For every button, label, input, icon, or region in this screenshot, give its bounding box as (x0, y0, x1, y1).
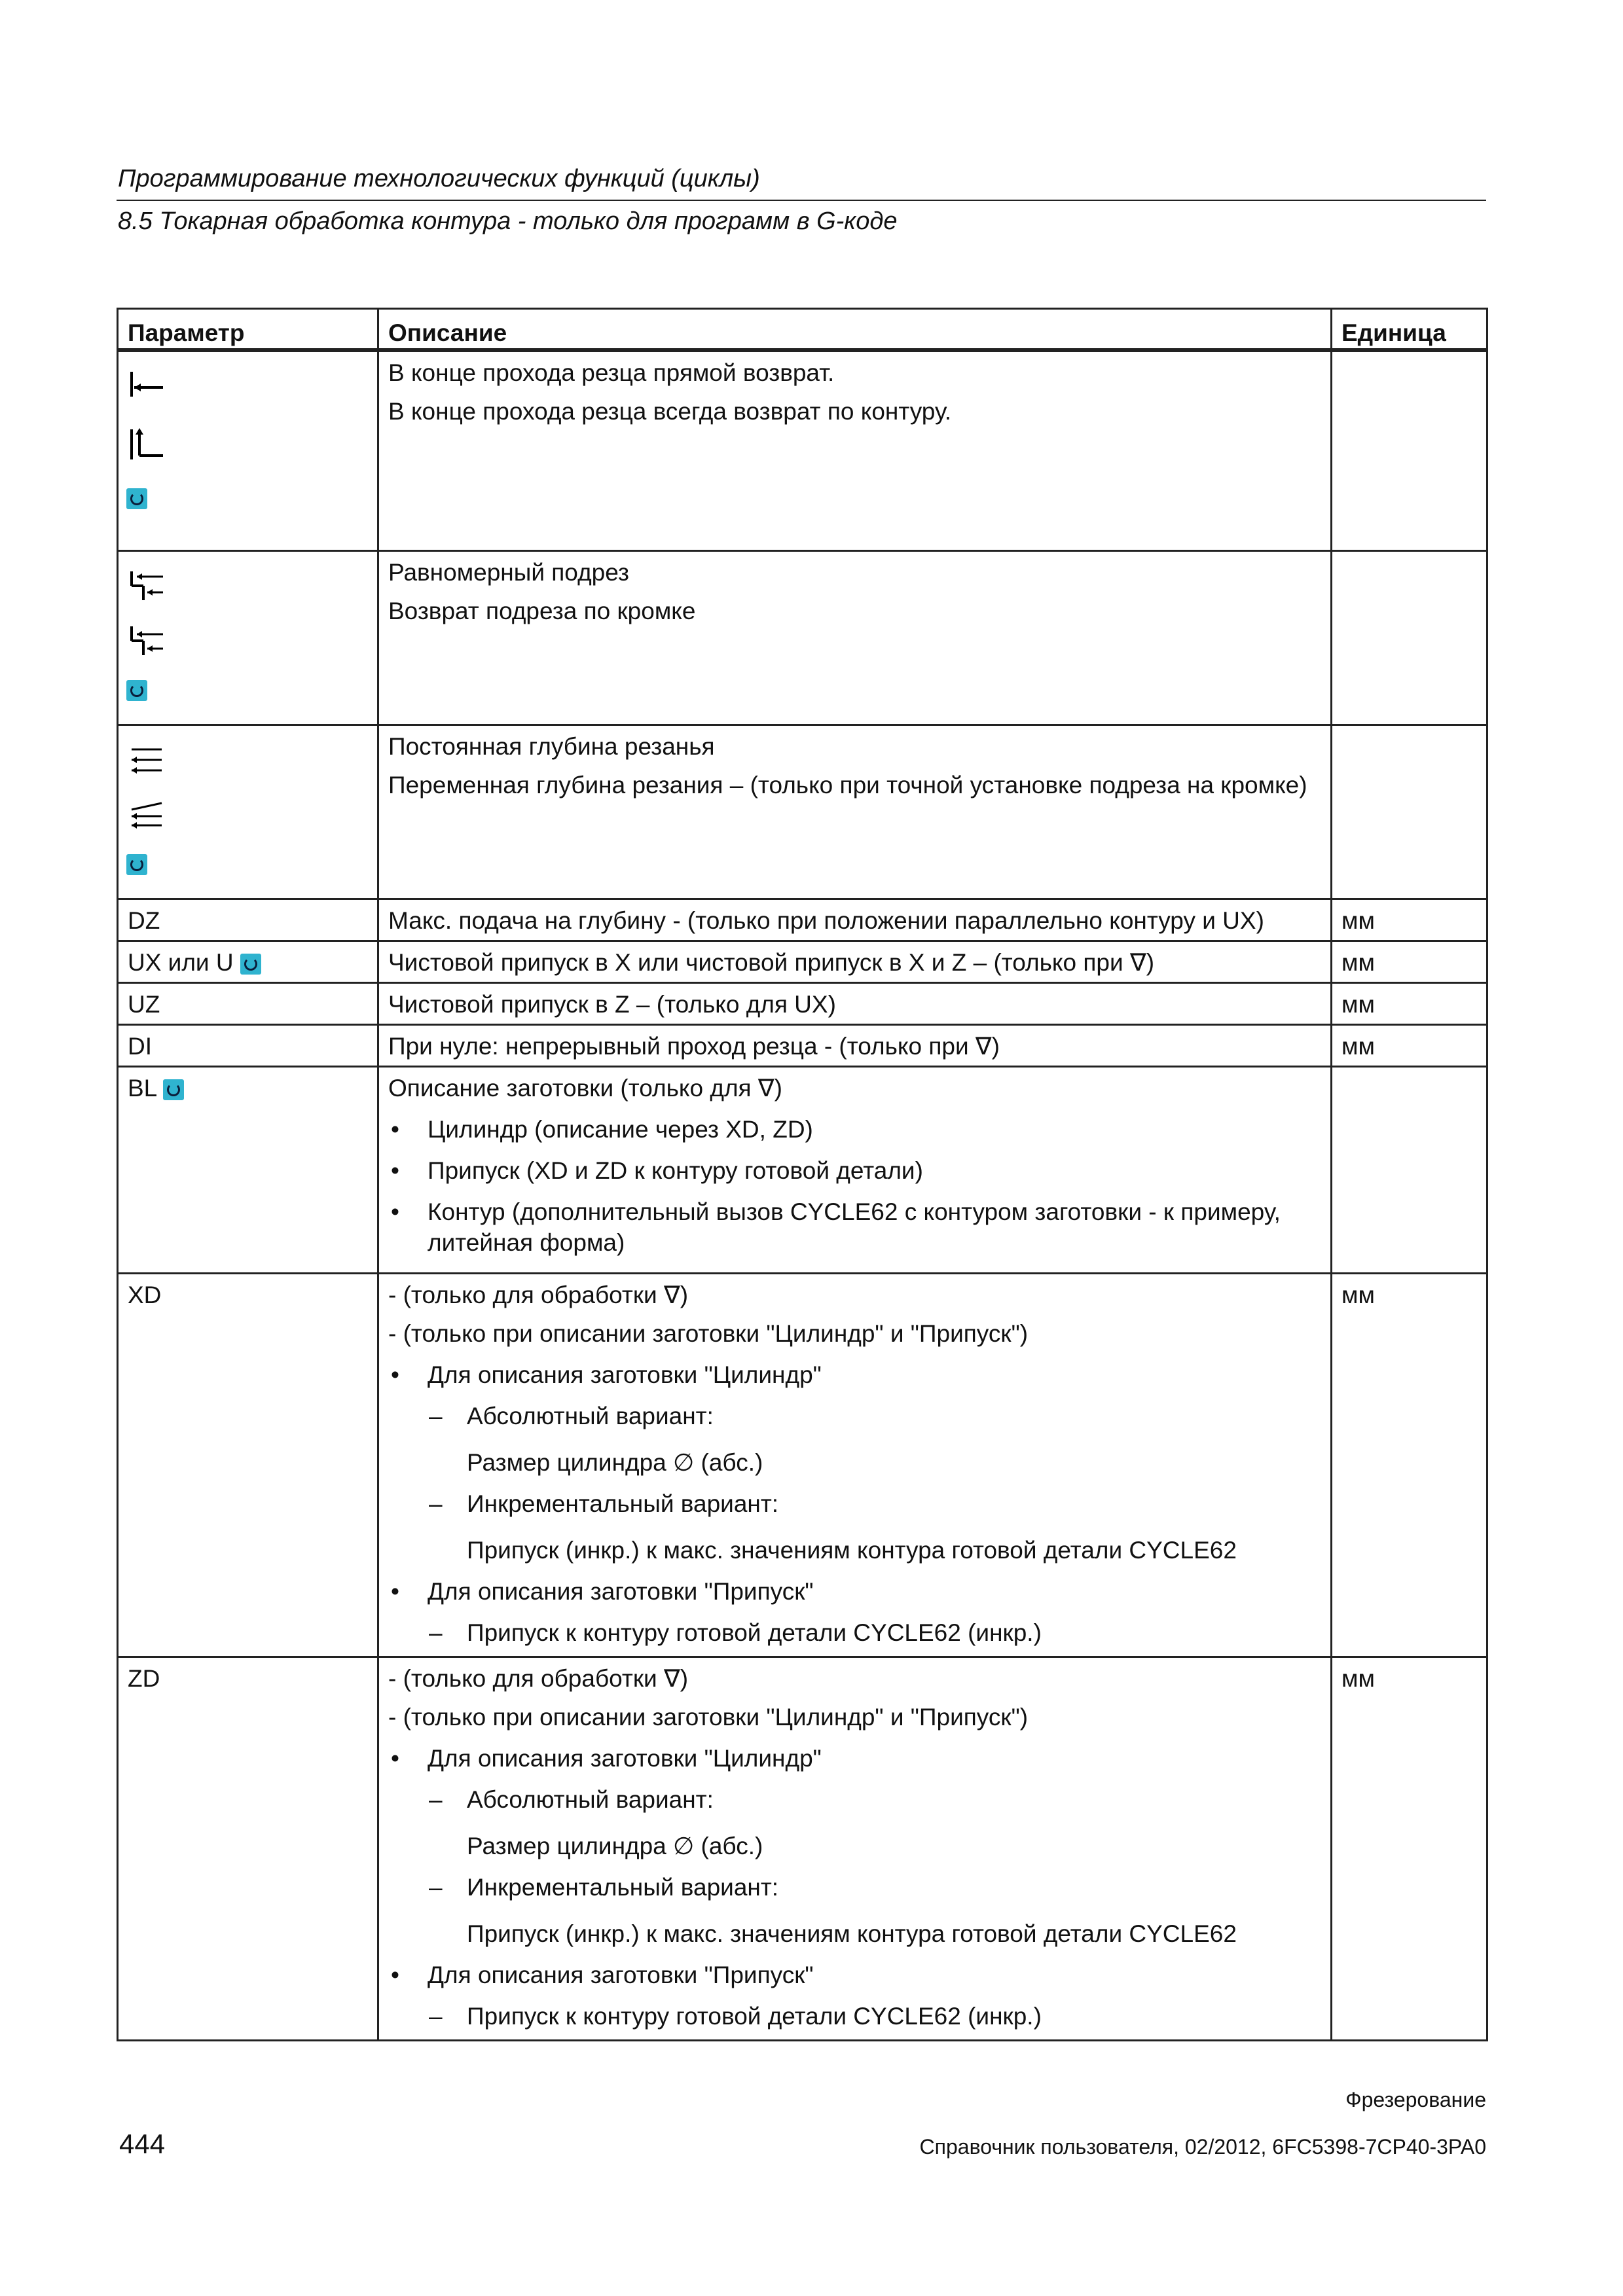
select-toggle-icon[interactable] (126, 854, 147, 875)
table-row (118, 1273, 1487, 1657)
unit-cell: мм (1332, 899, 1487, 941)
table-row (118, 982, 1487, 1024)
page-number: 444 (119, 2128, 166, 2159)
param-cell: DZ (118, 899, 378, 941)
header-param: Параметр (118, 309, 378, 351)
header-rule (117, 200, 1486, 201)
description-line: Описание заготовки (только для ∇) (388, 1074, 782, 1102)
bullet-item: • Контур (дополнительный вызов CYCLE62 с контуром заготовки - к примеру, литейная форма) (388, 1196, 1322, 1258)
table-row (118, 941, 1487, 982)
bullet-item: • Для описания заготовки "Цилиндр" (388, 1359, 1322, 1390)
param-cell (118, 1066, 378, 1273)
description-line: Равномерный подрез (388, 558, 629, 586)
param-cell (118, 550, 378, 725)
header-description: Описание (378, 309, 1332, 351)
table-row (118, 725, 1487, 899)
dash-item: – Припуск к контуру готовой детали CYCLE62 (инкр.) (388, 1617, 1322, 1648)
undercut-retract-edge-icon (126, 621, 166, 660)
description-line: - (только для обработки ∇) (388, 1664, 689, 1692)
param-cell: XD (118, 1273, 378, 1657)
table-header-row (118, 309, 1487, 351)
select-toggle-icon[interactable] (240, 954, 261, 975)
description-cell (378, 1657, 1332, 2040)
unit-cell (1332, 725, 1487, 899)
param-label: UX или U (128, 948, 234, 976)
description-cell (378, 550, 1332, 725)
parameter-table (117, 308, 1488, 2041)
description-cell: Чистовой припуск в X или чистовой припуск в X и Z – (только при ∇) (378, 941, 1332, 982)
table-row (118, 350, 1487, 550)
uniform-undercut-icon (126, 566, 166, 605)
unit-cell: мм (1332, 1657, 1487, 2040)
table-row (118, 1024, 1487, 1066)
bullet-item: • Цилиндр (описание через XD, ZD) (388, 1114, 1322, 1145)
param-cell (118, 725, 378, 899)
table-row (118, 550, 1487, 725)
param-cell: ZD (118, 1657, 378, 2040)
unit-cell: мм (1332, 1273, 1487, 1657)
param-cell: UZ (118, 982, 378, 1024)
table-row (118, 899, 1487, 941)
description-line: Переменная глубина резания – (только при точной установке подреза на кромке) (388, 771, 1307, 798)
bullet-item: • Для описания заготовки "Цилиндр" (388, 1743, 1322, 1774)
footer-product: Фрезерование (1345, 2088, 1486, 2111)
header-unit: Единица (1332, 309, 1487, 351)
section-title: 8.5 Токарная обработка контура - только для программ в G-коде (118, 207, 898, 235)
description-cell (378, 1066, 1332, 1273)
description-line: Постоянная глубина резанья (388, 732, 715, 760)
description-cell (378, 725, 1332, 899)
description-line: Возврат подреза по кромке (388, 597, 696, 624)
param-cell: DI (118, 1024, 378, 1066)
param-label: BL (128, 1074, 156, 1102)
retract-along-contour-icon (126, 423, 166, 462)
sub-item: Припуск (инкр.) к макс. значениям контура готовой детали CYCLE62 (467, 1536, 1237, 1564)
chapter-title: Программирование технологических функций (циклы) (118, 165, 760, 192)
dash-item: – Инкрементальный вариант: (388, 1872, 1322, 1903)
select-toggle-icon[interactable] (126, 488, 147, 509)
dash-item: – Инкрементальный вариант: (388, 1488, 1322, 1519)
description-line: В конце прохода резца всегда возврат по контуру. (388, 398, 952, 425)
bullet-item: • Припуск (XD и ZD к контуру готовой детали) (388, 1155, 1322, 1186)
footer-manual: Справочник пользователя, 02/2012, 6FC5398-7CP40-3PA0 (919, 2135, 1486, 2159)
description-cell (378, 1273, 1332, 1657)
sub-item: Размер цилиндра ∅ (абс.) (467, 1832, 763, 1859)
sub-item: Размер цилиндра ∅ (абс.) (467, 1448, 763, 1476)
dash-item: – Абсолютный вариант: (388, 1401, 1322, 1431)
unit-cell (1332, 1066, 1487, 1273)
unit-cell: мм (1332, 1024, 1487, 1066)
variable-depth-icon (126, 795, 166, 834)
unit-cell (1332, 550, 1487, 725)
description-line: - (только при описании заготовки "Цилиндр" и "Припуск") (388, 1703, 1029, 1731)
description-cell: При нуле: непрерывный проход резца - (только при ∇) (378, 1024, 1332, 1066)
select-toggle-icon[interactable] (126, 680, 147, 701)
table-row (118, 1657, 1487, 2040)
param-cell (118, 350, 378, 550)
unit-cell: мм (1332, 982, 1487, 1024)
table-row (118, 1066, 1487, 1273)
description-cell: Чистовой припуск в Z – (только для UX) (378, 982, 1332, 1024)
constant-depth-icon (126, 740, 166, 780)
bullet-item: • Для описания заготовки "Припуск" (388, 1576, 1322, 1607)
description-line: - (только для обработки ∇) (388, 1281, 689, 1308)
param-cell (118, 941, 378, 982)
dash-item: – Припуск к контуру готовой детали CYCLE62 (инкр.) (388, 2001, 1322, 2032)
dash-item: – Абсолютный вариант: (388, 1784, 1322, 1815)
description-cell (378, 350, 1332, 550)
unit-cell: мм (1332, 941, 1487, 982)
description-cell: Макс. подача на глубину - (только при положении параллельно контуру и UX) (378, 899, 1332, 941)
unit-cell (1332, 350, 1487, 550)
description-line: - (только при описании заготовки "Цилиндр" и "Припуск") (388, 1319, 1029, 1347)
select-toggle-icon[interactable] (163, 1079, 184, 1100)
bullet-item: • Для описания заготовки "Припуск" (388, 1960, 1322, 1990)
description-line: В конце прохода резца прямой возврат. (388, 359, 835, 386)
sub-item: Припуск (инкр.) к макс. значениям контура готовой детали CYCLE62 (467, 1920, 1237, 1947)
retract-straight-icon (126, 364, 166, 403)
